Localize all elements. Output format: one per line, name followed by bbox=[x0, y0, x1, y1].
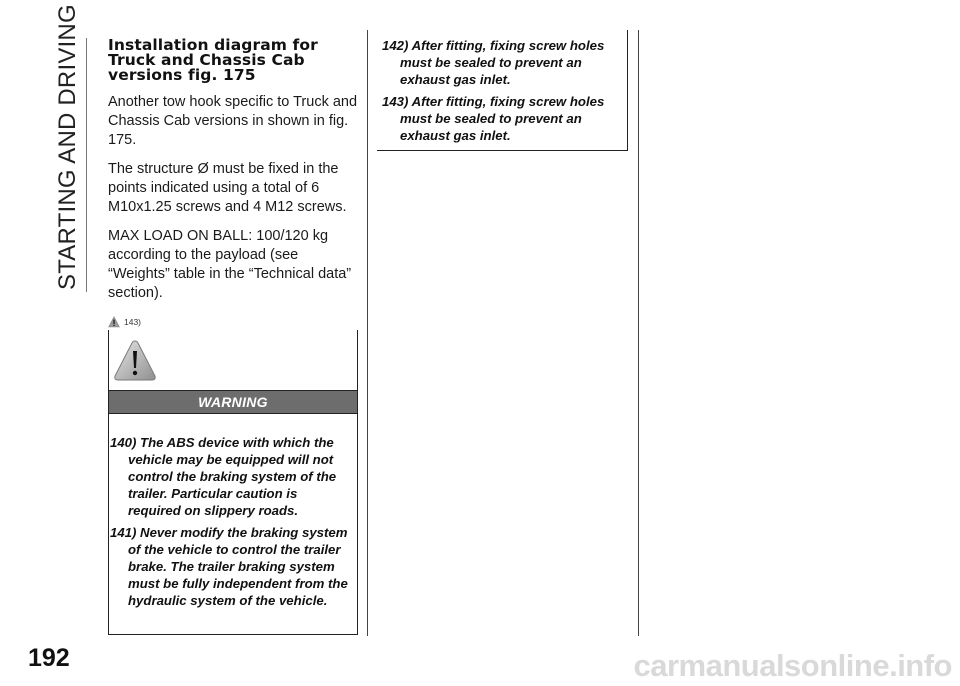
page-number: 192 bbox=[28, 644, 70, 672]
main-column bbox=[108, 38, 360, 327]
warning-triangle-icon bbox=[112, 338, 158, 384]
section-heading: Installation diagram for Truck and Chassis Cab versions fig. 175 bbox=[108, 36, 318, 84]
section-tab-rule bbox=[86, 38, 87, 292]
warning-panel bbox=[108, 330, 358, 635]
section-tab bbox=[50, 4, 90, 290]
paragraph: Another tow hook specific to Truck and Chassis Cab versions in shown in fig. 175. bbox=[108, 94, 358, 148]
warning-list bbox=[110, 434, 352, 614]
note-item: 143) After fitting, fixing screw holes must be sealed to prevent an exhaust gas inlet. bbox=[382, 94, 605, 143]
warning-item: 141) Never modify the braking system of the vehicle to control the trailer brake. The trailer braking system must be fully independent from the hydraulic system of the vehicle. bbox=[110, 525, 348, 608]
warning-title-bar: WARNING bbox=[108, 390, 358, 414]
small-warning-icon bbox=[108, 315, 120, 327]
notes-panel bbox=[377, 30, 628, 151]
notes-list bbox=[382, 37, 622, 149]
watermark: carmanualsonline.info bbox=[633, 648, 952, 683]
note-item: 142) After fitting, fixing screw holes must be sealed to prevent an exhaust gas inlet. bbox=[382, 38, 605, 87]
column-divider-right bbox=[638, 30, 639, 636]
reference-label: 143) bbox=[124, 317, 142, 327]
warning-reference[interactable] bbox=[108, 309, 360, 327]
paragraph: MAX LOAD ON BALL: 100/120 kg according to the payload (see “Weights” table in the “Technical data” section). bbox=[108, 228, 352, 301]
section-tab-label: STARTING AND DRIVING bbox=[54, 4, 81, 290]
paragraph: The structure Ø must be fixed in the points indicated using a total of 6 M10x1.25 screws and 4 M12 screws. bbox=[108, 161, 347, 215]
column-divider-left bbox=[367, 30, 368, 636]
warning-item: 140) The ABS device with which the vehicle may be equipped will not control the braking system of the trailer. Particular caution is required on slippery roads. bbox=[110, 435, 337, 518]
